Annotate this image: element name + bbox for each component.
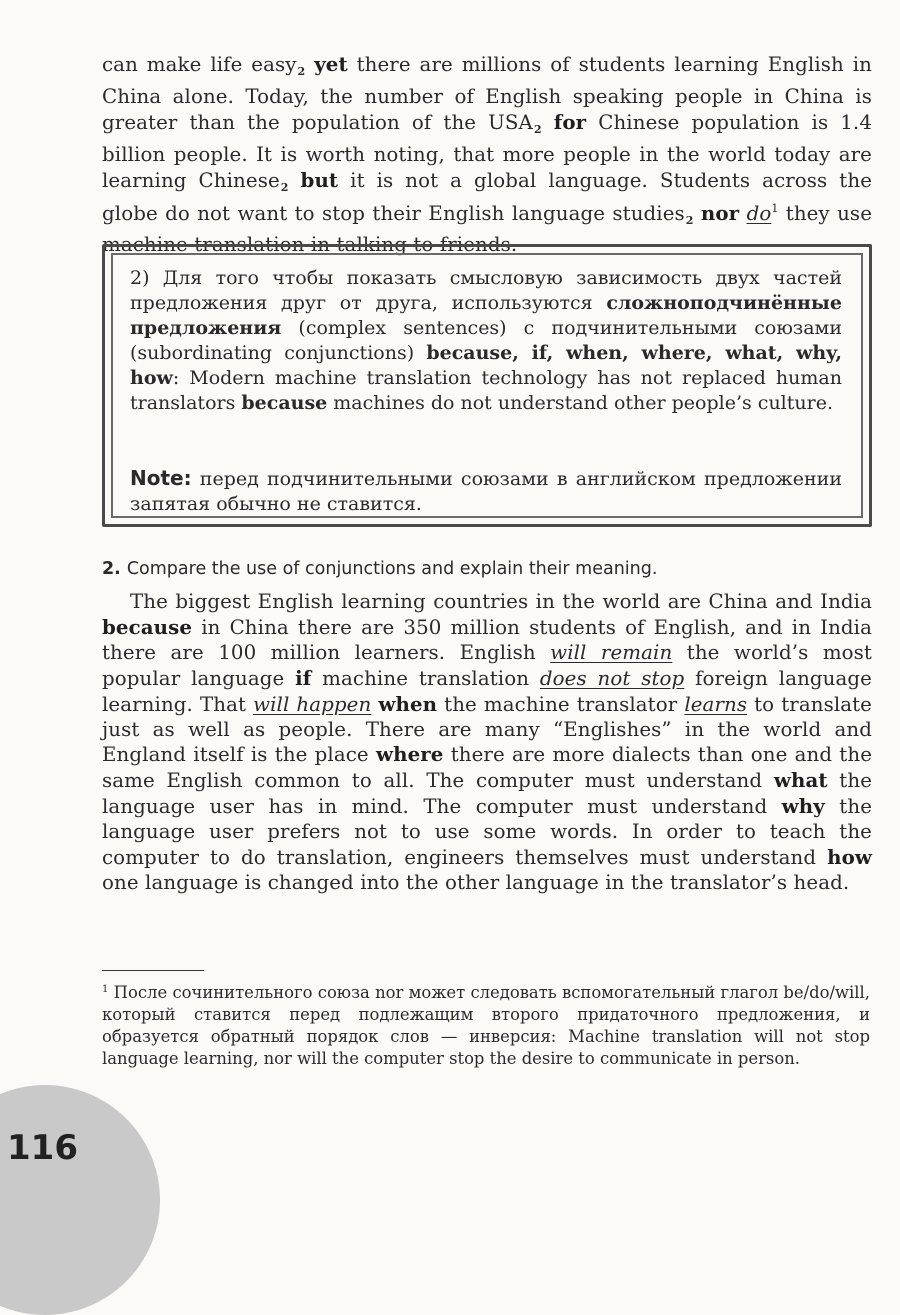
exercise-heading: 2. Compare the use of conjunctions and explain their meaning. [102,559,658,579]
page-number: 116 [7,1128,78,1168]
exercise-paragraph: The biggest English learning countries in the world are China and India because in China there are 350 million students of English, and in India there are 100 million learners. English will remain the world’s most popular language if machine translation does not stop foreign language learning. That will happen when the machine translator learns to translate just as well as people. There are many “Englishes” in the world and England itself is the place where there are more dialects than one and the same English common to all. The computer must understand what the language user has in mind. The computer must understand why the language user prefers not to use some words. In order to teach the computer to do translation, engineers themselves must understand how one language is changed into the other language in the translator’s head. [102,590,873,894]
page-number-tab [0,1085,160,1315]
grammar-rule-text: 2) Для того чтобы показать смысловую зависимость двух частей предложения друг от друга, используются сложноподчинённые предложения (complex sentences) с подчинительными союзами (subordinating conjunctions) because, if, when, where, what, why, how: Modern machine translation technology has not replaced human translators because machines do not understand other people’s culture. [130,267,843,414]
paragraph-continued: can make life easy$_2$ yet there are millions of students learning English in China alone. Today, the number of English speaking people in China is greater than the population of the $USA_2$ for Chinese population is 1.4 billion people. It is worth noting, that more people in the world today are learning Chinese$_2$ but it is not a global language. Students across the globe do not want to stop their English language studies$_2$ nor $do^1$ they use machine translation in talking to friends. [102,52,873,257]
footnote-divider [102,970,204,971]
footnote: $^1$ После сочинительного союза nor может следовать вспомогательный глагол be/do/will, который ставится перед подлежащим второго придаточного предложения, и образуется обратный порядок слов — инверсия: Machine translation will not stop language learning, nor will the computer stop the desire to communicate in person. [102,983,870,1068]
grammar-note: Note: перед подчинительными союзами в английском предложении запятая обычно не ставится. [130,466,842,515]
